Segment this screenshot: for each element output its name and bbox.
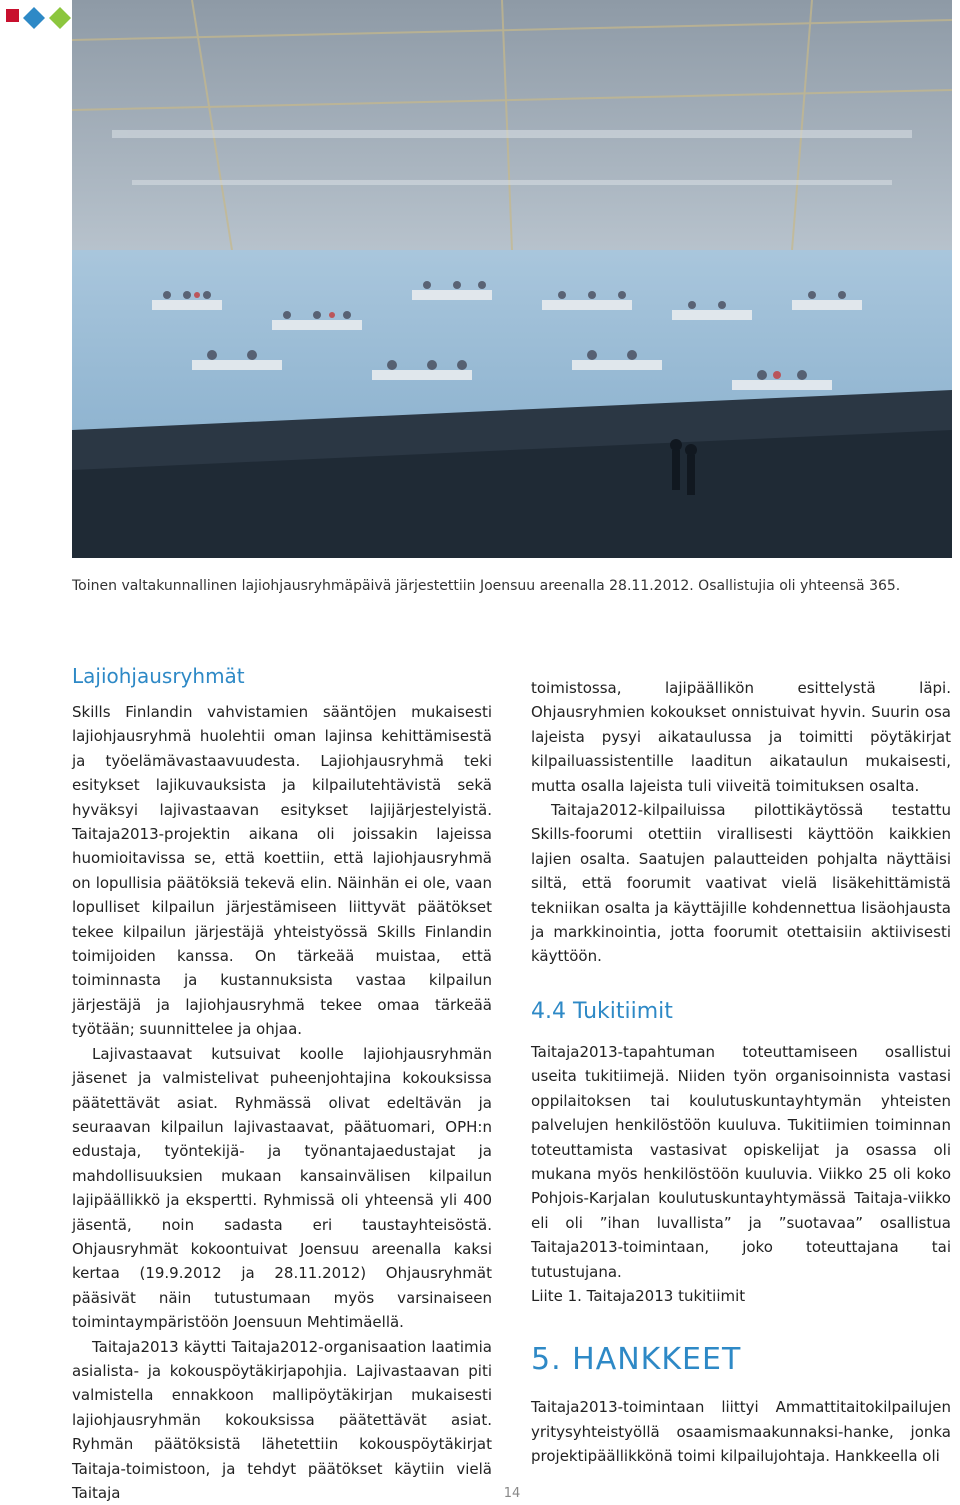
chapter-heading-hankkeet: 5. HANKKEET (531, 1342, 742, 1378)
photo-caption: Toinen valtakunnallinen lajiohjausryhmäpäivä järjestettiin Joensuu areenalla 28.11.2012. Osallistujia oli yhteensä 365. (72, 578, 901, 594)
arena-photo (72, 0, 952, 558)
body-paragraph: Taitaja2012-kilpailuissa pilottikäytössä testattu Skills-foorumi otettiin virallisesti käyttöön kaikkien lajien osalta. Saatujen palautteiden pohjalta näyttäisi siltä, että foorumit vaativat vielä lisäkehittämistä tekniikan osalta ja käyttäjille kohdennettua lisäohjausta ja markkinointia, jotta foorumit otettaisiin aktiivisesti käyttöön. (531, 801, 951, 966)
right-column (531, 676, 951, 1469)
page-number: 14 (503, 1486, 521, 1501)
body-paragraph: Taitaja2013-toimintaan liittyi Ammattitaitokilpailujen yritysyhteistyöllä osaamismaakunnaksi-hanke, jonka projektipäällikkönä toimi kilpailujohtaja. Hankkeella oli (531, 1398, 951, 1466)
body-paragraph: toimistossa, lajipäällikön esittelystä läpi. Ohjausryhmien kokoukset onnistuivat hyvin. Suurin osa lajeista pysyi aikataulussa ja toimitti pöytäkirjat kilpailuassistentille laaditun aikataulun mukaisesti, mutta osalla lajeista tuli viiveitä toimituksen osalta. (531, 679, 951, 795)
body-paragraph: Taitaja2013-tapahtuman toteuttamiseen osallistui useita tukitiimejä. Niiden työn organisoinnista vastasi oppilaitoksen tai koulutuskuntayhtymän yhteisten palvelujen henkilöstöön kuuluva. Tukitiimien toiminnan toteuttamista vastasivat opiskelijat ja osassa oli mukana myös henkilöstöön kuuluvia. Viikko 25 oli koko Pohjois-Karjalan koulutuskuntayhtymässä Taitaja-viikko eli oli ”ihan luvallista” ja ”suotavaa” osallistua Taitaja2013-toimintaan, joko toteuttajana tai tutustujana. (531, 1042, 951, 1281)
section-heading-lajiohjausryhmat: Lajiohjausryhmät (72, 664, 245, 688)
body-paragraph: Taitaja2013 käytti Taitaja2012-organisaation laatimia asialista- ja kokouspöytäkirjapohjia. Lajivastaavan piti valmistella ennakkoon mallipöytäkirjan mukaisesti lajiohjausryhmän kokouksissa päätettävät asiat. Ryhmän päätöksistä lähetettiin kokouspöytäkirjat Taitaja-toimistoon, ja tehdyt päätökset käytiin vielä Taitaja (72, 1337, 492, 1502)
appendix-note: Liite 1. Taitaja2013 tukitiimit (531, 1286, 746, 1305)
left-column (72, 664, 492, 1505)
body-paragraph: Lajivastaavat kutsuivat koolle lajiohjausryhmän jäsenet ja valmistelivat puheenjohtajina kokouksissa päätettävät asiat. Ryhmässä olivat edeltävän ja seuraavan kilpailun lajivastaavat, päätuomari, OPH:n edustaja, työntekijä- ja työnantajaedustajat ja mahdollisuuksien mukaan kansainvälisen kilpailun lajipäällikkö ja ekspertti. Ryhmissä oli yhteensä yli 400 jäsentä, noin sadasta eri taustayhteisöstä. Ohjausryhmät kokoontuivat Joensuu areenalla kaksi kertaa (19.9.2012 ja 28.11.2012) Ohjausryhmät pääsivät näin tutustumaan myös varsinaiseen toimintaympäristöön Joensuun Mehtimäellä. (72, 1044, 492, 1332)
body-paragraph: Skills Finlandin vahvistamien sääntöjen mukaisesti lajiohjausryhmä huolehtii oman lajinsa kehittämisestä ja työelämävastaavuudesta. Lajiohjausryhmä teki esitykset lajikuvauksista ja kilpailutehtävistä sekä hyväksyi lajivastaavan esitykset lajijärjestelyistä. Taitaja2013-projektin aikana oli joissakin lajeissa huomioitavissa se, että koettiin, että lajiohjausryhmä on lopullisia päätöksiä tekevä elin. Näinhän ei ole, vaan lopulliset kilpailun järjestämiseen liittyvät päätökset tekee kilpailun järjestäjä yhteistyössä Skills Finlandin toimijoiden kanssa. On tärkeää muistaa, että toiminnasta ja kustannuksista vastaa kilpailun järjestäjä ja lajiohjausryhmä tekee omaa tärkeää työtään; suunnittelee ja ohjaa. (72, 703, 492, 1039)
section-heading-tukitiimit: 4.4 Tukitiimit (531, 998, 673, 1024)
